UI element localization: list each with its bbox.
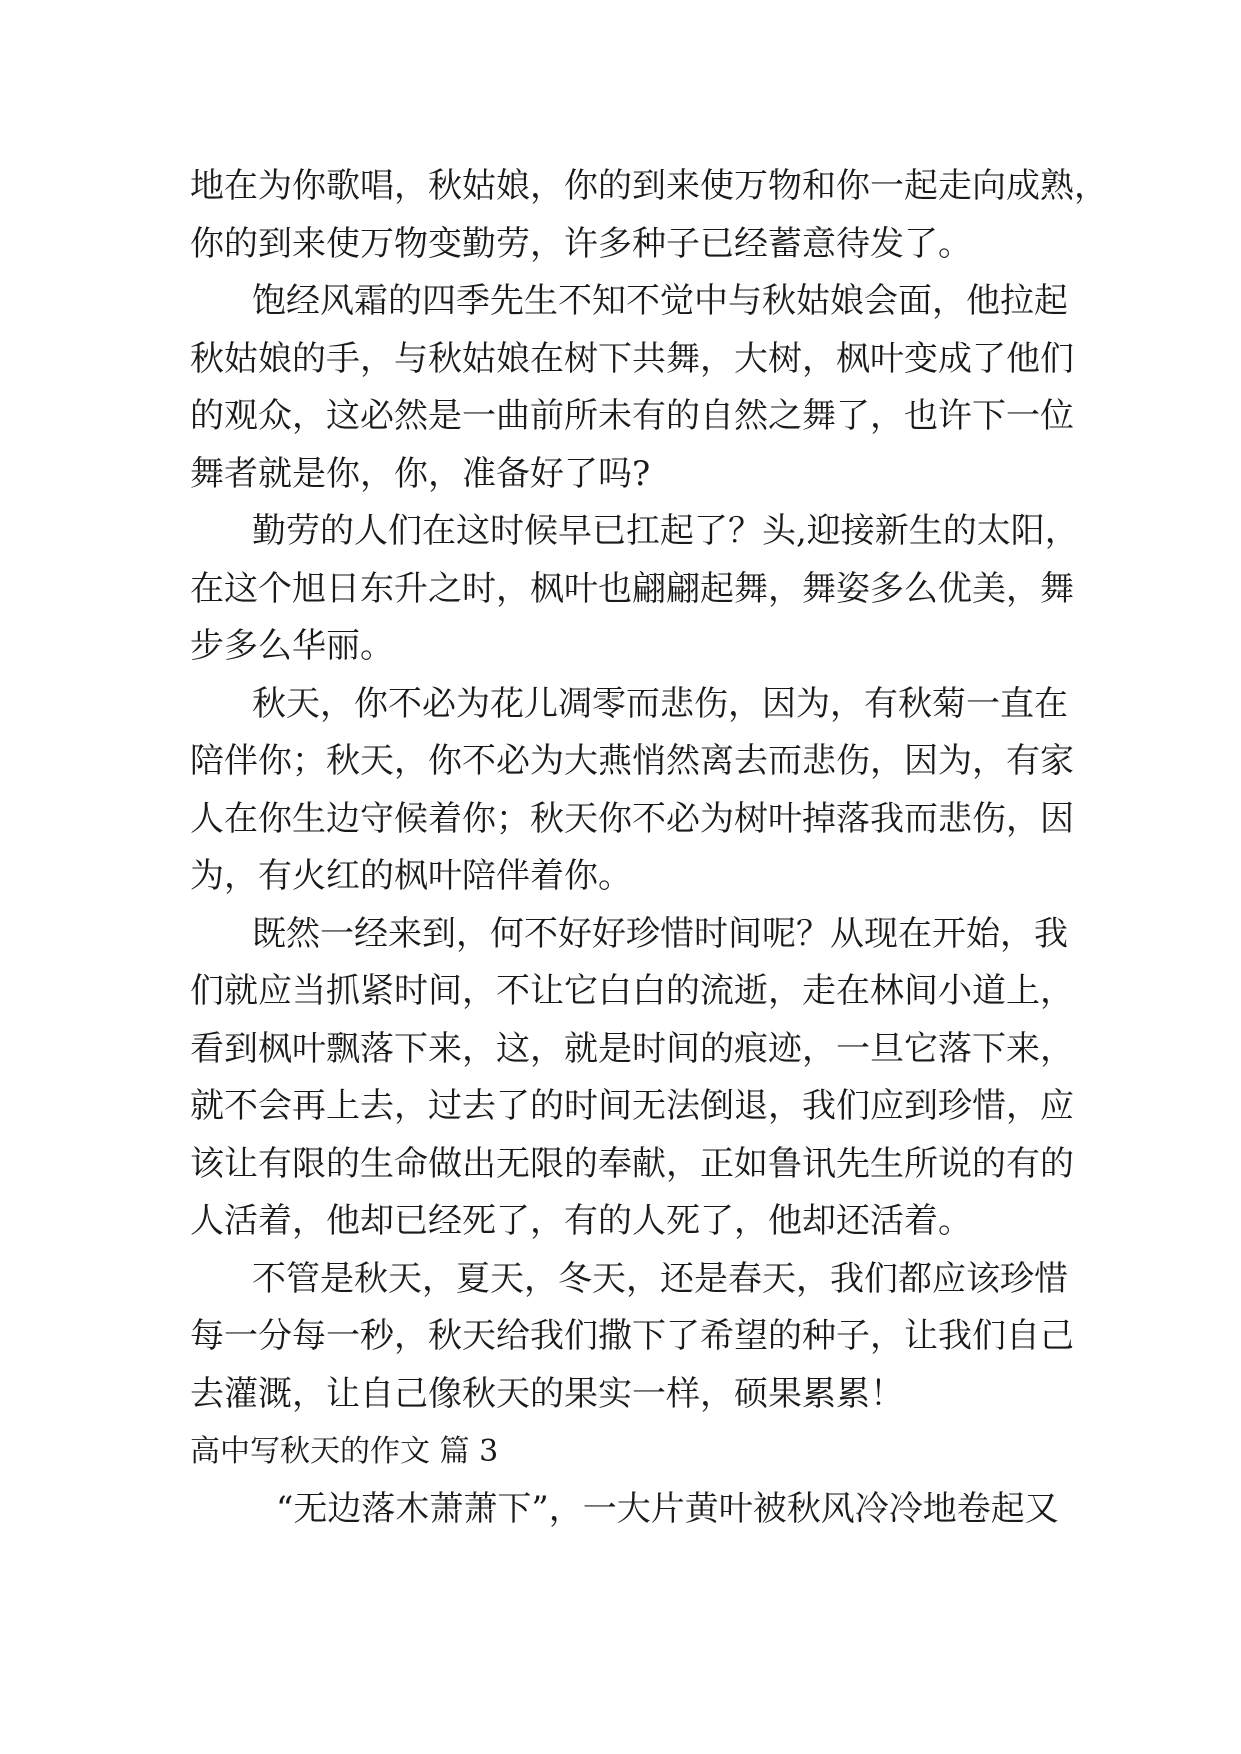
text-line: 舞者就是你，你，准备好了吗? (190, 453, 651, 494)
text-line: 陪伴你；秋天，你不必为大燕悄然离去而悲伤，因为，有家 (190, 741, 1074, 781)
text-line: 为，有火红的枫叶陪伴着你。 (190, 856, 632, 896)
text-line: 每一分每一秒，秋天给我们撒下了希望的种子，让我们自己 (190, 1316, 1074, 1356)
text-line: 人在你生边守候着你；秋天你不必为树叶掉落我而悲伤，因 (190, 798, 1074, 839)
section-heading: 高中写秋天的作文 篇 3 (190, 1434, 499, 1469)
essay-text (190, 158, 1108, 1538)
text-line: 地在为你歌唱，秋姑娘，你的到来使万物和你一起走向成熟， (190, 166, 1108, 206)
paragraph-start-line: 饱经风霜的四季先生不知不觉中与秋姑娘会面，他拉起 (252, 281, 1068, 321)
paragraph-start-line: 秋天，你不必为花儿凋零而悲伤，因为，有秋菊一直在 (252, 683, 1068, 724)
text-line: 去灌溉，让自己像秋天的果实一样，硕果累累！ (190, 1373, 904, 1414)
text-line: 看到枫叶飘落下来，这，就是时间的痕迹，一旦它落下来， (190, 1028, 1074, 1069)
text-line: 们就应当抓紧时间，不让它白白的流逝，走在林间小道上， (190, 971, 1074, 1011)
text-line: 该让有限的生命做出无限的奉献，正如鲁讯先生所说的有的 (190, 1143, 1074, 1184)
text-line: 人活着，他却已经死了，有的人死了，他却还活着。 (190, 1201, 972, 1241)
text-line: 就不会再上去，过去了的时间无法倒退，我们应到珍惜，应 (190, 1086, 1074, 1126)
paragraph-start-line: 不管是秋天，夏天，冬天，还是春天，我们都应该珍惜 (252, 1258, 1068, 1299)
text-line: 步多么华丽。 (190, 626, 394, 666)
paragraph-start-line: “无边落木萧萧下”，一大片黄叶被秋风冷冷地卷起又 (276, 1488, 1059, 1529)
paragraph-start-line: 既然一经来到，何不好好珍惜时间呢？从现在开始，我 (252, 913, 1068, 954)
text-line: 你的到来使万物变勤劳，许多种子已经蓄意待发了。 (190, 223, 972, 264)
text-line: 秋姑娘的手，与秋姑娘在树下共舞，大树，枫叶变成了他们 (190, 338, 1074, 379)
text-line: 在这个旭日东升之时，枫叶也翩翩起舞，舞姿多么优美，舞 (190, 568, 1074, 609)
paragraph-start-line: 勤劳的人们在这时候早已扛起了？头,迎接新生的太阳， (252, 511, 1079, 551)
text-line: 的观众，这必然是一曲前所未有的自然之舞了，也许下一位 (190, 396, 1074, 436)
